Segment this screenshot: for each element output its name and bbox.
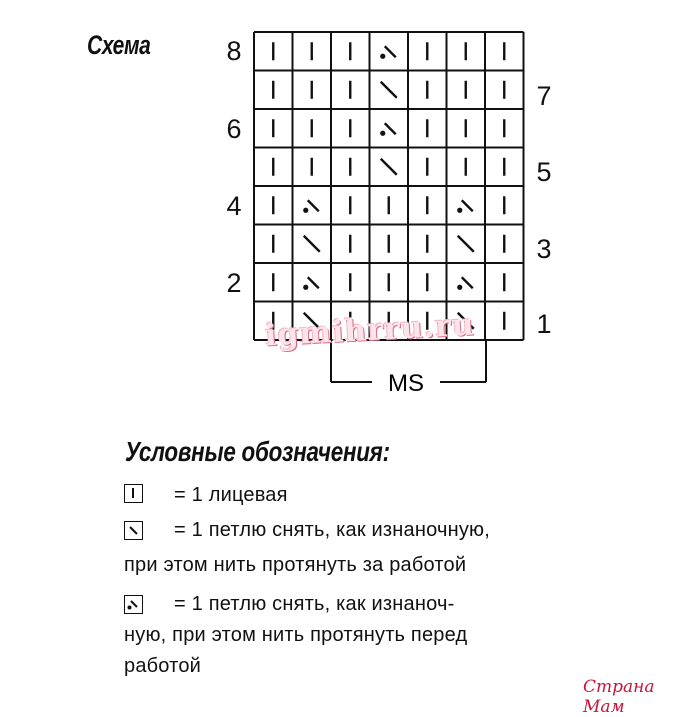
chart-cell-wyif — [457, 200, 473, 213]
legend-item-slip-wyib-line1: = 1 петлю снять, как изнаночную, — [174, 519, 490, 541]
legend-item-slip-wyif-line2: ную, при этом нить протянуть перед — [124, 624, 468, 646]
row-number-8: 8 — [226, 36, 242, 66]
row-number-2: 2 — [226, 268, 242, 298]
chart-cell-wyib — [381, 82, 397, 98]
chart-grid — [254, 32, 524, 340]
row-number-7: 7 — [536, 81, 552, 111]
chart-cell-wyib — [381, 159, 397, 175]
legend-item-slip-wyib-line2: при этом нить протянуть за работой — [124, 554, 467, 576]
row-number-4: 4 — [226, 191, 242, 221]
legend-heading: Условные обозначения: — [125, 436, 390, 467]
site-watermark: Страна Мам — [583, 677, 655, 717]
chart-cell-wyif — [303, 200, 319, 213]
slip-wyib-symbol-icon — [124, 521, 143, 540]
legend-item-slip-wyif-line3: работой — [124, 655, 202, 677]
legend-item-slip-wyif-line1: = 1 петлю снять, как изнаноч- — [174, 593, 455, 615]
chart-cell-wyif — [380, 46, 396, 59]
legend-item-knit: = 1 лицевая — [174, 484, 288, 506]
chart-cell-wyif — [457, 277, 473, 290]
row-number-5: 5 — [536, 157, 552, 187]
chart-cell-wyif — [380, 123, 396, 136]
row-number-1: 1 — [536, 309, 552, 339]
row-number-3: 3 — [536, 234, 552, 264]
chart-title: Схема — [87, 30, 151, 60]
chart-cell-wyib — [458, 236, 474, 252]
row-number-6: 6 — [226, 114, 242, 144]
watermark: igmihrru.ru — [264, 307, 476, 354]
chart-cell-wyif — [303, 277, 319, 290]
repeat-label: MS — [388, 370, 424, 397]
slip-wyif-symbol-icon — [124, 595, 143, 614]
knit-symbol-icon — [124, 484, 143, 503]
chart-cell-wyib — [304, 236, 320, 252]
